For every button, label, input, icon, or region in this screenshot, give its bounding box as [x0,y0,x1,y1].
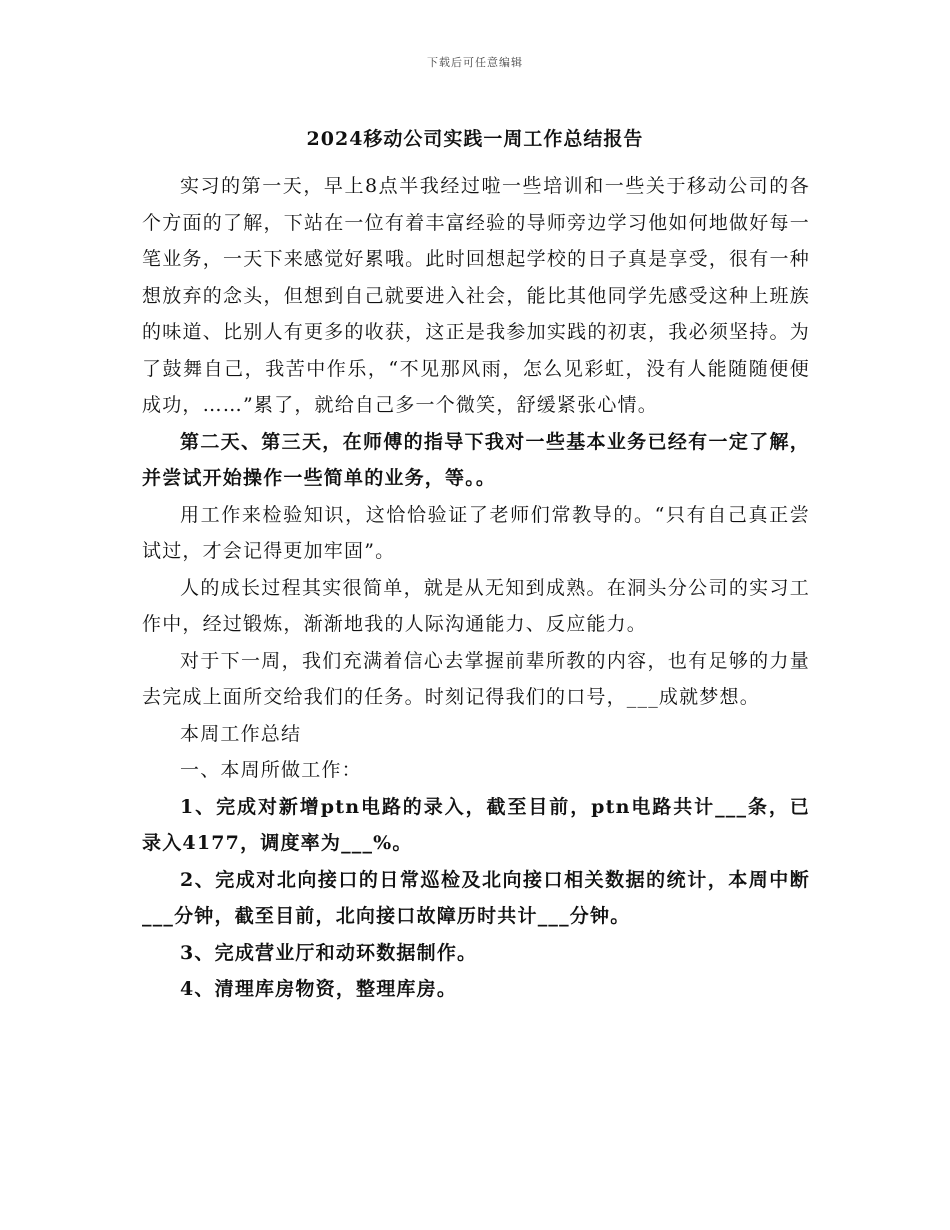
section-heading-work-done: 一、本周所做工作： [180,759,362,781]
work-item-2: 2、完成对北向接口的日常巡检及北向接口相关数据的统计，本周中断___分钟，截至目前，北向接口故障历时共计___分钟。 [142,868,810,927]
document-title: 2024移动公司实践一周工作总结报告 [306,128,644,150]
work-item-3: 3、完成营业厅和动环数据制作。 [180,941,478,964]
paragraph-second-third-day: 第二天、第三天，在师傅的指导下我对一些基本业务已经有一定了解，并尝试开始操作一些简单的业务，等。。 [142,430,810,489]
document-body [142,168,810,1008]
paragraph-next-week: 对于下一周，我们充满着信心去掌握前辈所教的内容，也有足够的力量去完成上面所交给我们的任务。时刻记得我们的口号，___成就梦想。 [142,649,810,708]
paragraph-knowledge: 用工作来检验知识，这恰恰验证了老师们常教导的。“只有自己真正尝试过，才会记得更加牢固”。 [142,503,810,562]
work-item-1: 1、完成对新增ptn电路的录入，截至目前，ptn电路共计___条，已录入4177，调度率为___%。 [142,795,810,854]
paragraph-growth: 人的成长过程其实很简单，就是从无知到成熟。在洞头分公司的实习工作中，经过锻炼，渐渐地我的人际沟通能力、反应能力。 [142,576,810,635]
page-header-note: 下载后可任意编辑 [427,56,523,69]
section-heading-weekly-summary: 本周工作总结 [180,722,302,745]
paragraph-first-day: 实习的第一天，早上8点半我经过啦一些培训和一些关于移动公司的各个方面的了解，下站在一位有着丰富经验的导师旁边学习他如何地做好每一笔业务，一天下来感觉好累哦。此时回想起学校的日子真是享受，很有一种想放弃的念头，但想到自己就要进入社会，能比其他同学先感受这种上班族的味道、比别人有更多的收获，这正是我参加实践的初衷，我必须坚持。为了鼓舞自己，我苦中作乐，“不见那风雨，怎么见彩虹，没有人能随随便便成功，……”累了，就给自己多一个微笑，舒缓紧张心情。 [142,175,810,416]
work-item-4: 4、清理库房物资，整理库房。 [180,978,458,1000]
